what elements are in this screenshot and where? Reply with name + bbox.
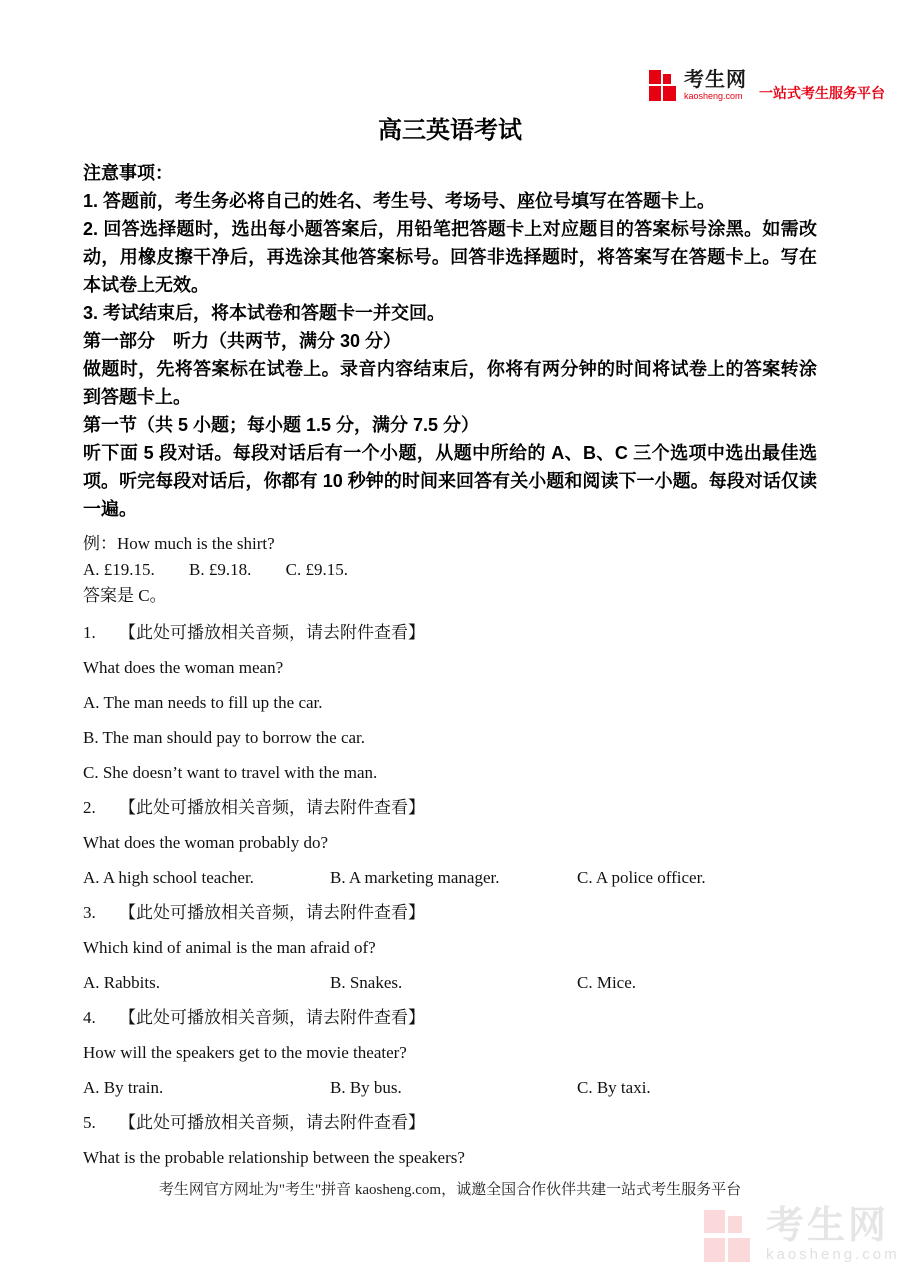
logo-block xyxy=(704,1238,725,1262)
example-block xyxy=(83,531,817,609)
logo-text xyxy=(684,70,747,101)
option-c: C. By taxi. xyxy=(577,1078,651,1097)
kaosheng-logo xyxy=(649,70,885,103)
section1-heading: 第一节（共 5 小题；每小题 1.5 分，满分 7.5 分） xyxy=(83,415,480,435)
notice-heading: 注意事项： xyxy=(83,163,173,183)
notice-item-2: 2. 回答选择题时，选出每小题答案后，用铅笔把答题卡上对应题目的答案标号涂黑。如需改动，用橡皮擦干净后，再选涂其他答案标号。回答非选择题时，将答案写在答题卡上。写在本试卷上无效。 xyxy=(83,219,817,295)
question-4-audio-line xyxy=(83,1000,817,1035)
question-3 xyxy=(83,895,817,1000)
kaosheng-watermark xyxy=(704,1206,900,1263)
logo-block xyxy=(663,86,676,101)
option-c: C. A police officer. xyxy=(577,868,706,887)
question-3-audio-line xyxy=(83,895,817,930)
question-number: 3. xyxy=(83,903,96,922)
watermark-brand-name: 考生网 xyxy=(766,1205,890,1247)
logo-tagline: 一站式考生服务平台 xyxy=(759,85,885,101)
logo-domain: kaosheng.com xyxy=(684,91,743,101)
exam-body xyxy=(83,159,817,1175)
logo-block xyxy=(663,74,671,84)
option-a: A. A high school teacher. xyxy=(83,868,254,887)
logo-brand-name: 考生网 xyxy=(684,69,747,91)
question-5 xyxy=(83,1105,817,1175)
page-title: 高三英语考试 xyxy=(378,117,522,144)
question-text: What does the woman probably do? xyxy=(83,833,329,852)
example-prompt: 例：How much is the shirt? xyxy=(83,534,275,553)
audio-placeholder-note: 【此处可播放相关音频，请去附件查看】 xyxy=(119,903,425,922)
section1-intro: 听下面 5 段对话。每段对话后有一个小题，从题中所给的 A、B、C 三个选项中选出最佳选项。听完每段对话后，你都有 10 秒钟的时间来回答有关小题和阅读下一小题。每段对话仅读一遍。 xyxy=(83,443,817,519)
option-b: B. Snakes. xyxy=(330,973,403,992)
option-c: C. She doesn’t want to travel with the man. xyxy=(83,763,378,782)
questions-list xyxy=(83,615,817,1175)
option-a: A. By train. xyxy=(83,1078,164,1097)
watermark-text xyxy=(766,1206,900,1263)
question-text: How will the speakers get to the movie theater? xyxy=(83,1043,407,1062)
audio-placeholder-note: 【此处可播放相关音频，请去附件查看】 xyxy=(119,623,425,642)
watermark-domain: kaosheng.com xyxy=(766,1246,900,1263)
audio-placeholder-note: 【此处可播放相关音频，请去附件查看】 xyxy=(119,1113,425,1132)
logo-block xyxy=(649,86,661,101)
logo-block xyxy=(728,1216,742,1233)
audio-placeholder-note: 【此处可播放相关音频，请去附件查看】 xyxy=(119,1008,425,1027)
footer-note: 考生网官方网址为"考生"拼音 kaosheng.com，诚邀全国合作伙伴共建一站式考生服务平台 xyxy=(158,1182,742,1198)
question-text: What is the probable relationship between the speakers? xyxy=(83,1148,465,1167)
options-row xyxy=(83,1070,817,1105)
question-1 xyxy=(83,615,817,790)
example-option-c: C. £9.15. xyxy=(285,560,348,579)
logo-block xyxy=(649,70,661,84)
option-b: B. The man should pay to borrow the car. xyxy=(83,728,366,747)
question-text: What does the woman mean? xyxy=(83,658,284,677)
question-number: 4. xyxy=(83,1008,96,1027)
option-a: A. The man needs to fill up the car. xyxy=(83,693,323,712)
logo-block xyxy=(728,1238,750,1262)
question-number: 1. xyxy=(83,623,96,642)
question-1-audio-line xyxy=(83,615,817,650)
kaosheng-logo-icon xyxy=(649,70,679,101)
question-number: 2. xyxy=(83,798,96,817)
question-number: 5. xyxy=(83,1113,96,1132)
options-row xyxy=(83,860,817,895)
option-c: C. Mice. xyxy=(577,973,637,992)
notice-item-3: 3. 考试结束后，将本试卷和答题卡一并交回。 xyxy=(83,303,446,323)
example-options xyxy=(83,557,817,583)
logo-block xyxy=(704,1210,725,1233)
question-5-audio-line xyxy=(83,1105,817,1140)
example-option-b: B. £9.18. xyxy=(189,560,252,579)
example-option-a: A. £19.15. xyxy=(83,560,155,579)
question-4 xyxy=(83,1000,817,1105)
part1-heading: 第一部分 听力（共两节，满分 30 分） xyxy=(83,331,402,351)
option-a: A. Rabbits. xyxy=(83,973,160,992)
options-row xyxy=(83,965,817,1000)
watermark-logo-icon xyxy=(704,1210,756,1262)
option-b: B. A marketing manager. xyxy=(330,868,500,887)
notice-item-1: 1. 答题前，考生务必将自己的姓名、考生号、考场号、座位号填写在答题卡上。 xyxy=(83,191,716,211)
option-b: B. By bus. xyxy=(330,1078,402,1097)
question-2 xyxy=(83,790,817,895)
example-answer: 答案是 C。 xyxy=(83,586,167,605)
part1-intro: 做题时，先将答案标在试卷上。录音内容结束后，你将有两分钟的时间将试卷上的答案转涂到答题卡上。 xyxy=(83,359,817,407)
question-text: Which kind of animal is the man afraid of? xyxy=(83,938,376,957)
question-2-audio-line xyxy=(83,790,817,825)
audio-placeholder-note: 【此处可播放相关音频，请去附件查看】 xyxy=(119,798,425,817)
